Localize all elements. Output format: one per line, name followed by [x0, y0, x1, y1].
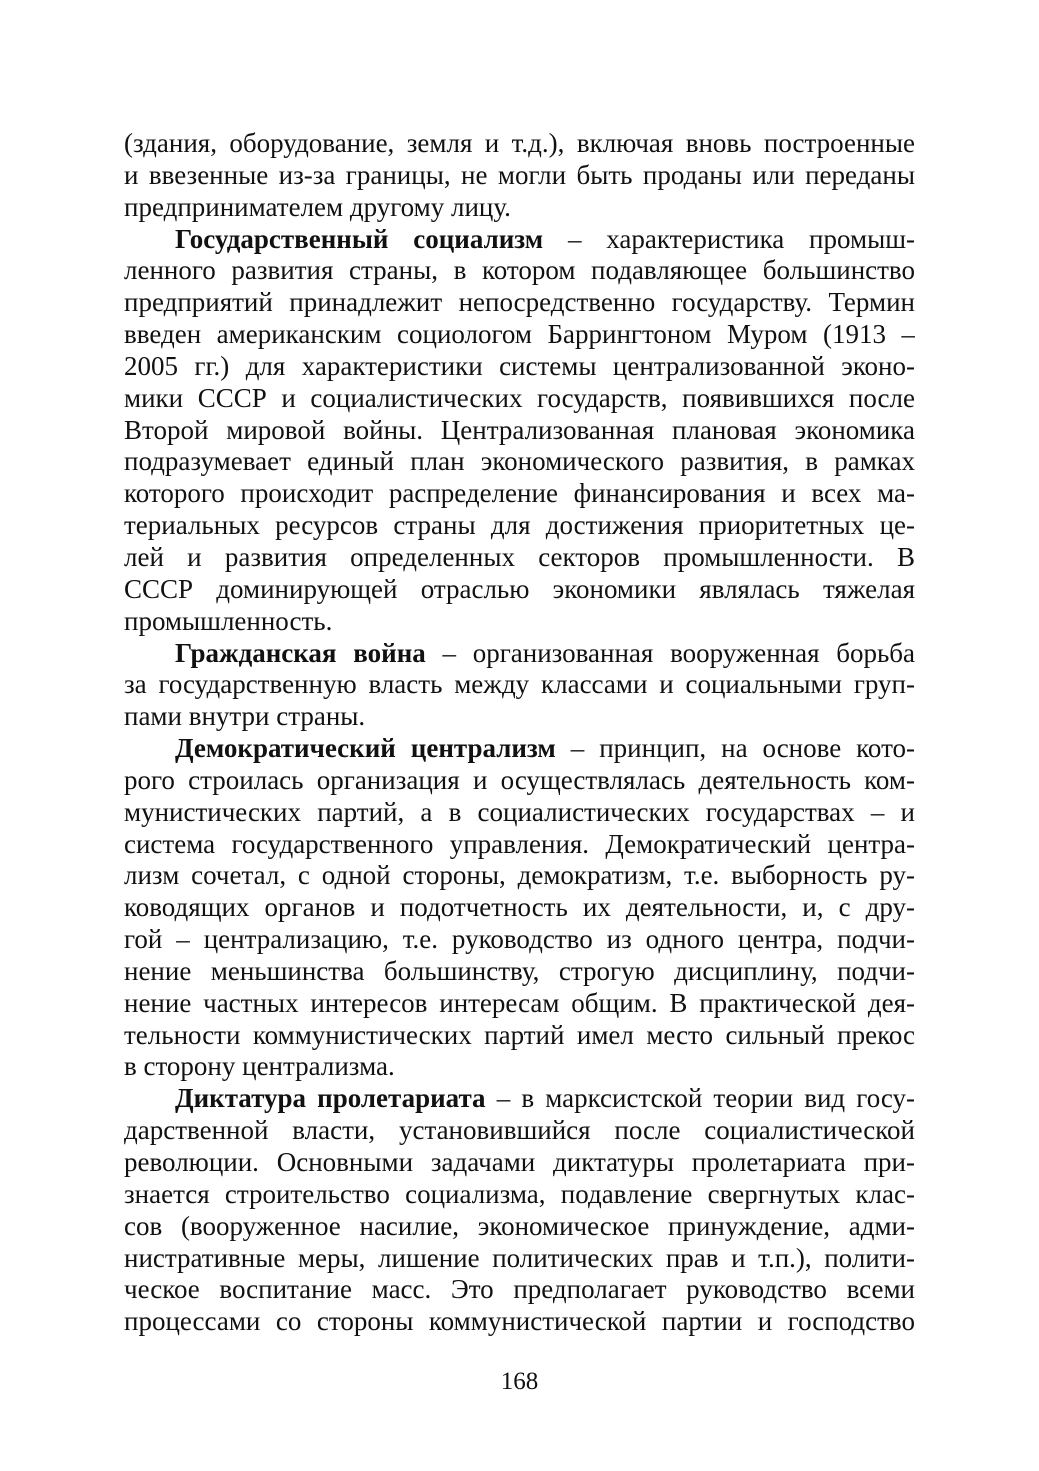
term-heading: Гражданская война — [175, 637, 426, 668]
text-line: и ввезенные из-за границы, не могли быть проданы или переданы — [124, 159, 915, 190]
term-heading: Государственный социализм — [175, 223, 544, 254]
page-number: 168 — [500, 1368, 539, 1395]
text-line: гой – централизацию, т.е. руководство из одного центра, подчи- — [124, 924, 915, 955]
body-text — [124, 128, 915, 1338]
text-line: ленного развития страны, в котором подавляющее большинство — [124, 255, 915, 286]
term-definition: – принцип, на основе кото- — [555, 733, 915, 764]
text-line: промышленность. — [124, 605, 333, 636]
text-line — [124, 224, 915, 256]
term-definition: – в марксистской теории вид госу- — [485, 1083, 915, 1114]
text-line — [124, 1083, 915, 1115]
text-line: введен американским социологом Баррингтоном Муром (1913 – — [124, 319, 915, 350]
text-line: пами внутри страны. — [124, 701, 366, 732]
text-line: нение частных интересов интересам общим. В практической дея- — [124, 987, 915, 1018]
text-line: подразумевает единый план экономического развития, в рамках — [124, 446, 915, 477]
term-heading: Демократический централизм — [175, 733, 556, 764]
term-definition: – организованная вооруженная борьба — [425, 637, 915, 668]
text-line: нение меньшинства большинству, строгую дисциплину, подчи- — [124, 955, 915, 986]
text-line: сов (вооруженное насилие, экономическое принуждение, адми- — [124, 1210, 915, 1241]
text-line: рого строилась организация и осуществлялась деятельность ком- — [124, 764, 915, 795]
text-line: процессами со стороны коммунистической партии и господство — [124, 1306, 915, 1337]
text-line: тельности коммунистических партий имел место сильный прекос — [124, 1019, 915, 1050]
text-line: революции. Основными задачами диктатуры пролетариата при- — [124, 1147, 915, 1177]
text-line: дарственной власти, установившийся после социалистической — [124, 1115, 915, 1146]
text-line — [124, 638, 915, 670]
text-line: мики СССР и социалистических государств, появившихся после — [124, 382, 915, 413]
text-line: предпринимателем другому лицу. — [124, 191, 511, 222]
text-line: нистративные меры, лишение политических прав и т.п.), полити- — [124, 1242, 915, 1273]
term-heading: Диктатура пролетариата — [175, 1083, 486, 1114]
text-line: лизм сочетал, с одной стороны, демократизм, т.е. выборность ру- — [124, 860, 915, 891]
text-line — [124, 733, 915, 765]
text-line: 2005 гг.) для характеристики системы централизованной эконо- — [124, 350, 915, 381]
term-definition: – характеристика промыш- — [543, 223, 915, 254]
text-line: ководящих органов и подотчетность их деятельности, и, с дру- — [124, 892, 915, 923]
text-line: ческое воспитание масс. Это предполагает руководство всеми — [124, 1274, 915, 1305]
text-line: лей и развития определенных секторов промышленности. В — [124, 541, 915, 572]
text-line: которого происходит распределение финансирования и всех ма- — [124, 478, 915, 509]
text-line: в сторону централизма. — [124, 1051, 395, 1082]
text-line: СССР доминирующей отраслью экономики являлась тяжелая — [124, 573, 915, 604]
text-line: мунистических партий, а в социалистических государствах – и — [124, 796, 915, 827]
text-line: знается строительство социализма, подавление свергнутых клас- — [124, 1178, 915, 1209]
text-line: система государственного управления. Демократический центра- — [124, 828, 915, 859]
text-line: териальных ресурсов страны для достижения приоритетных це- — [124, 510, 915, 541]
text-line: Второй мировой войны. Централизованная плановая экономика — [124, 414, 915, 445]
text-line: (здания, оборудование, земля и т.д.), включая вновь построенные — [124, 128, 915, 158]
text-line: предприятий принадлежит непосредственно государству. Термин — [124, 287, 915, 318]
text-line: за государственную власть между классами и социальными груп- — [124, 669, 915, 700]
